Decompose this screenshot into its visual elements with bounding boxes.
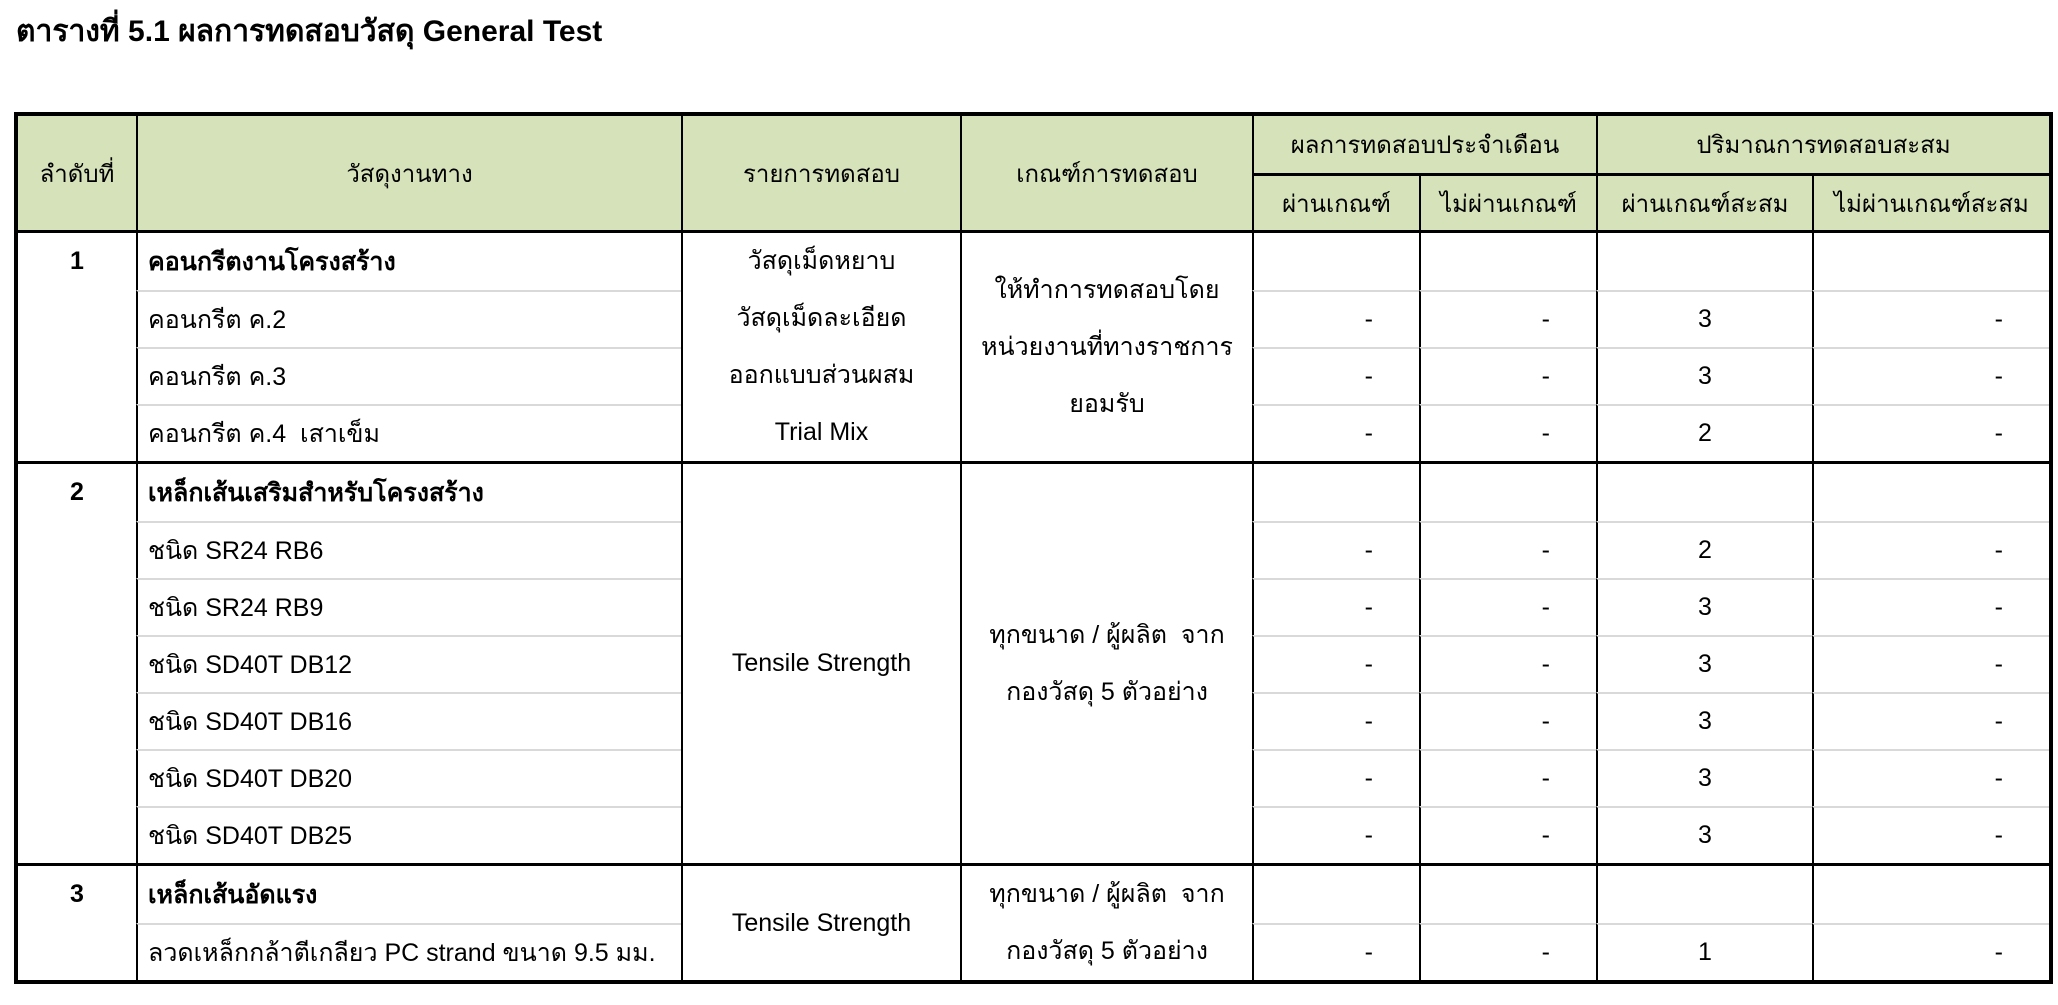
value-pass-cum-cell: 3 (1596, 749, 1812, 806)
test-items-cell (681, 233, 960, 461)
value-pass-cell: - (1252, 578, 1419, 635)
subheader-fail-cum: ไม่ผ่านเกณฑ์สะสม (1812, 173, 2049, 230)
value-pass-cum-cell (1596, 233, 1812, 290)
value-pass-cell: - (1252, 347, 1419, 404)
value-fail-cell (1419, 866, 1596, 923)
subheader-pass-cum: ผ่านเกณฑ์สะสม (1596, 173, 1812, 230)
row-number-cell (18, 866, 136, 980)
criteria-cell (960, 233, 1252, 461)
row-number-cell (18, 233, 136, 461)
material-cell: ชนิด SR24 RB6 (136, 521, 681, 578)
value-pass-cum-cell (1596, 866, 1812, 923)
row-group (18, 863, 2049, 980)
value-fail-cum-cell (1812, 866, 2049, 923)
test-item-line: Tensile Strength (731, 908, 912, 937)
value-fail-cum-cell: - (1812, 749, 2049, 806)
value-fail-cell (1419, 464, 1596, 521)
value-fail-cell: - (1419, 692, 1596, 749)
value-fail-cell: - (1419, 521, 1596, 578)
material-cell: คอนกรีต ค.2 (136, 290, 681, 347)
value-pass-cell (1252, 464, 1419, 521)
value-pass-cell: - (1252, 923, 1419, 980)
criteria-line: หน่วยงานที่ทางราชการ (981, 332, 1233, 361)
row-group (18, 233, 2049, 461)
row-group (18, 461, 2049, 863)
criteria-line: ทุกขนาด / ผู้ผลิต จาก (989, 880, 1225, 908)
test-item-line: ออกแบบส่วนผสม (728, 361, 915, 389)
value-fail-cell: - (1419, 806, 1596, 863)
col-header-material: วัสดุงานทาง (136, 116, 681, 230)
test-items-cell (681, 866, 960, 980)
value-pass-cell: - (1252, 290, 1419, 347)
value-pass-cum-cell: 1 (1596, 923, 1812, 980)
material-cell: คอนกรีต ค.3 (136, 347, 681, 404)
material-cell: ชนิด SR24 RB9 (136, 578, 681, 635)
value-pass-cum-cell: 3 (1596, 578, 1812, 635)
material-cell: ชนิด SD40T DB16 (136, 692, 681, 749)
col-header-criteria: เกณฑ์การทดสอบ (960, 116, 1252, 230)
value-pass-cell: - (1252, 749, 1419, 806)
criteria-line: กองวัสดุ 5 ตัวอย่าง (1006, 677, 1208, 706)
table-body (18, 233, 2049, 980)
value-fail-cum-cell: - (1812, 692, 2049, 749)
material-cell: ชนิด SD40T DB20 (136, 749, 681, 806)
criteria-line: กองวัสดุ 5 ตัวอย่าง (1006, 937, 1208, 965)
materials-test-table (14, 112, 2053, 984)
material-cell: เหล็กเส้นอัดแรง (136, 866, 681, 923)
value-fail-cell: - (1419, 635, 1596, 692)
value-pass-cell: - (1252, 635, 1419, 692)
value-pass-cell: - (1252, 404, 1419, 461)
value-fail-cum-cell (1812, 464, 2049, 521)
value-pass-cum-cell (1596, 464, 1812, 521)
criteria-line: ยอมรับ (1069, 389, 1145, 418)
value-pass-cell: - (1252, 692, 1419, 749)
value-fail-cum-cell: - (1812, 635, 2049, 692)
value-fail-cell: - (1419, 404, 1596, 461)
row-number-cell (18, 464, 136, 863)
subheader-pass: ผ่านเกณฑ์ (1252, 173, 1419, 230)
subheader-fail: ไม่ผ่านเกณฑ์ (1419, 173, 1596, 230)
value-pass-cell (1252, 233, 1419, 290)
value-pass-cum-cell: 3 (1596, 290, 1812, 347)
test-item-line: Tensile Strength (731, 649, 912, 677)
value-fail-cell (1419, 233, 1596, 290)
value-fail-cell: - (1419, 290, 1596, 347)
test-item-line: วัสดุเม็ดหยาบ (747, 247, 896, 275)
material-cell: ชนิด SD40T DB25 (136, 806, 681, 863)
value-fail-cell: - (1419, 923, 1596, 980)
value-pass-cell: - (1252, 806, 1419, 863)
value-pass-cum-cell: 2 (1596, 404, 1812, 461)
value-fail-cum-cell: - (1812, 347, 2049, 404)
value-fail-cum-cell: - (1812, 290, 2049, 347)
row-number: 2 (70, 478, 84, 506)
test-item-line: Trial Mix (774, 418, 869, 446)
criteria-line: ทุกขนาด / ผู้ผลิต จาก (989, 620, 1225, 649)
criteria-cell (960, 464, 1252, 863)
material-cell: เหล็กเส้นเสริมสำหรับโครงสร้าง (136, 464, 681, 521)
row-number: 3 (70, 880, 84, 908)
material-cell: คอนกรีตงานโครงสร้าง (136, 233, 681, 290)
col-header-no: ลำดับที่ (39, 160, 115, 188)
value-fail-cum-cell: - (1812, 806, 2049, 863)
value-pass-cell: - (1252, 521, 1419, 578)
row-number: 1 (70, 247, 84, 275)
value-fail-cell: - (1419, 749, 1596, 806)
material-cell: คอนกรีต ค.4 เสาเข็ม (136, 404, 681, 461)
value-pass-cum-cell: 2 (1596, 521, 1812, 578)
value-fail-cell: - (1419, 347, 1596, 404)
material-cell: ชนิด SD40T DB12 (136, 635, 681, 692)
value-fail-cum-cell: - (1812, 923, 2049, 980)
value-fail-cum-cell: - (1812, 404, 2049, 461)
material-cell: ลวดเหล็กกล้าตีเกลียว PC strand ขนาด 9.5 มม. (136, 923, 681, 980)
group-header-monthly: ผลการทดสอบประจำเดือน (1252, 116, 1596, 173)
value-pass-cum-cell: 3 (1596, 347, 1812, 404)
value-fail-cum-cell: - (1812, 578, 2049, 635)
test-items-cell (681, 464, 960, 863)
value-pass-cell (1252, 866, 1419, 923)
value-fail-cell: - (1419, 578, 1596, 635)
table-header (18, 116, 2049, 233)
test-item-line: วัสดุเม็ดละเอียด (736, 304, 907, 332)
group-header-cumulative: ปริมาณการทดสอบสะสม (1596, 116, 2049, 173)
value-fail-cum-cell (1812, 233, 2049, 290)
value-pass-cum-cell: 3 (1596, 692, 1812, 749)
criteria-line: ให้ทำการทดสอบโดย (994, 275, 1220, 304)
value-pass-cum-cell: 3 (1596, 635, 1812, 692)
col-header-test: รายการทดสอบ (681, 116, 960, 230)
page-title: ตารางที่ 5.1 ผลการทดสอบวัสดุ General Test (16, 15, 603, 48)
value-fail-cum-cell: - (1812, 521, 2049, 578)
value-pass-cum-cell: 3 (1596, 806, 1812, 863)
criteria-cell (960, 866, 1252, 980)
